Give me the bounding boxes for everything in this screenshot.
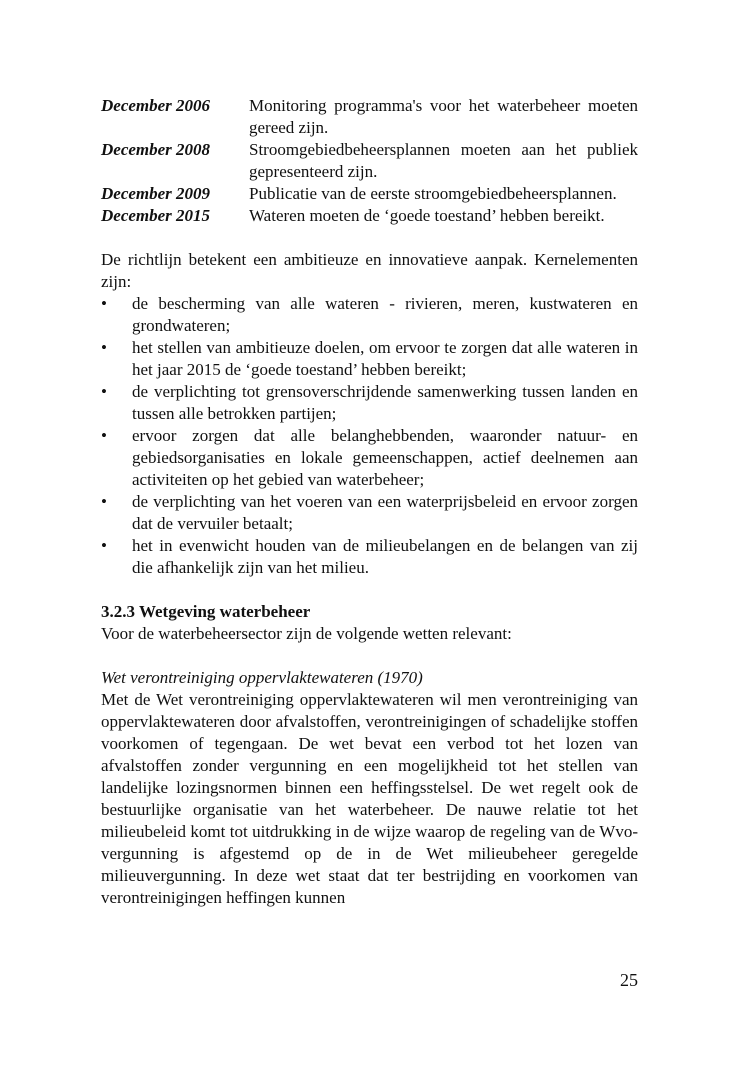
deadline-date: December 2009	[101, 184, 211, 203]
law-body-paragraph: Met de Wet verontreiniging oppervlaktewateren wil men verontreiniging van oppervlaktewateren door afvalstoffen, verontreinigingen of schadelijke stoffen voorkomen of tegengaan. De wet bevat een verbod tot het lozen van afvalstoffen zonder vergunning en een mogelijkheid tot het stellen van landelijke lozingsnormen binnen een heffingsstelsel. De wet regelt ook de bestuurlijke organisatie van het waterbeheer. De nauwe relatie tot het milieubeleid komt tot uitdrukking in de wijze waarop de regeling van de Wvo-vergunning is afgestemd op de in de Wet milieubeheer geregelde milieuvergunning. In deze wet staat dat ter bestrijding en voorkomen van verontreinigingen heffingen kunnen	[101, 690, 638, 907]
list-item-text: het in evenwicht houden van de milieubelangen en de belangen van zij die afhankelijk zijn van het milieu.	[132, 536, 638, 577]
list-item-text: de verplichting tot grensoverschrijdende samenwerking tussen landen en tussen alle betrokken partijen;	[132, 382, 638, 423]
law-subheading: Wet verontreiniging oppervlaktewateren (1970)	[101, 668, 423, 687]
bullet-icon: •	[101, 294, 107, 313]
deadline-row	[101, 139, 638, 183]
bullet-icon: •	[101, 536, 107, 555]
deadline-date: December 2015	[101, 206, 211, 225]
page-content	[101, 95, 638, 909]
deadline-row	[101, 95, 638, 139]
list-item-text: de verplichting van het voeren van een waterprijsbeleid en ervoor zorgen dat de vervuiler betaalt;	[132, 492, 638, 533]
deadline-row	[101, 205, 638, 227]
list-item-text: ervoor zorgen dat alle belanghebbenden, waaronder natuur- en gebiedsorganisaties en lokale gemeenschappen, actief deelnemen aan activiteiten op het gebied van waterbeheer;	[132, 426, 638, 489]
list-item	[101, 293, 638, 337]
deadline-date: December 2008	[101, 140, 211, 159]
deadline-date: December 2006	[101, 96, 211, 115]
list-item	[101, 337, 638, 381]
list-item	[101, 425, 638, 491]
deadline-list	[101, 95, 638, 227]
list-item	[101, 491, 638, 535]
deadline-description: Stroomgebiedbeheersplannen moeten aan het publiek gepresenteerd zijn.	[249, 140, 638, 181]
list-item-text: het stellen van ambitieuze doelen, om ervoor te zorgen dat alle wateren in het jaar 2015 de ‘goede toestand’ hebben bereikt;	[132, 338, 638, 379]
deadline-row	[101, 183, 638, 205]
section-heading: 3.2.3 Wetgeving waterbeheer	[101, 602, 311, 621]
deadline-description: Wateren moeten de ‘goede toestand’ hebben bereikt.	[249, 206, 605, 225]
deadline-description: Publicatie van de eerste stroomgebiedbeheersplannen.	[249, 184, 617, 203]
bullet-icon: •	[101, 338, 107, 357]
section-intro: Voor de waterbeheersector zijn de volgende wetten relevant:	[101, 624, 512, 643]
key-elements-list	[101, 293, 638, 579]
list-item-text: de bescherming van alle wateren - rivieren, meren, kustwateren en grondwateren;	[132, 294, 638, 335]
bullet-icon: •	[101, 426, 107, 445]
list-item	[101, 535, 638, 579]
bullet-icon: •	[101, 382, 107, 401]
list-item	[101, 381, 638, 425]
bullet-icon: •	[101, 492, 107, 511]
page-number: 25	[620, 970, 638, 990]
intro-paragraph: De richtlijn betekent een ambitieuze en innovatieve aanpak. Kernelementen zijn:	[101, 250, 638, 291]
deadline-description: Monitoring programma's voor het waterbeheer moeten gereed zijn.	[249, 96, 638, 137]
